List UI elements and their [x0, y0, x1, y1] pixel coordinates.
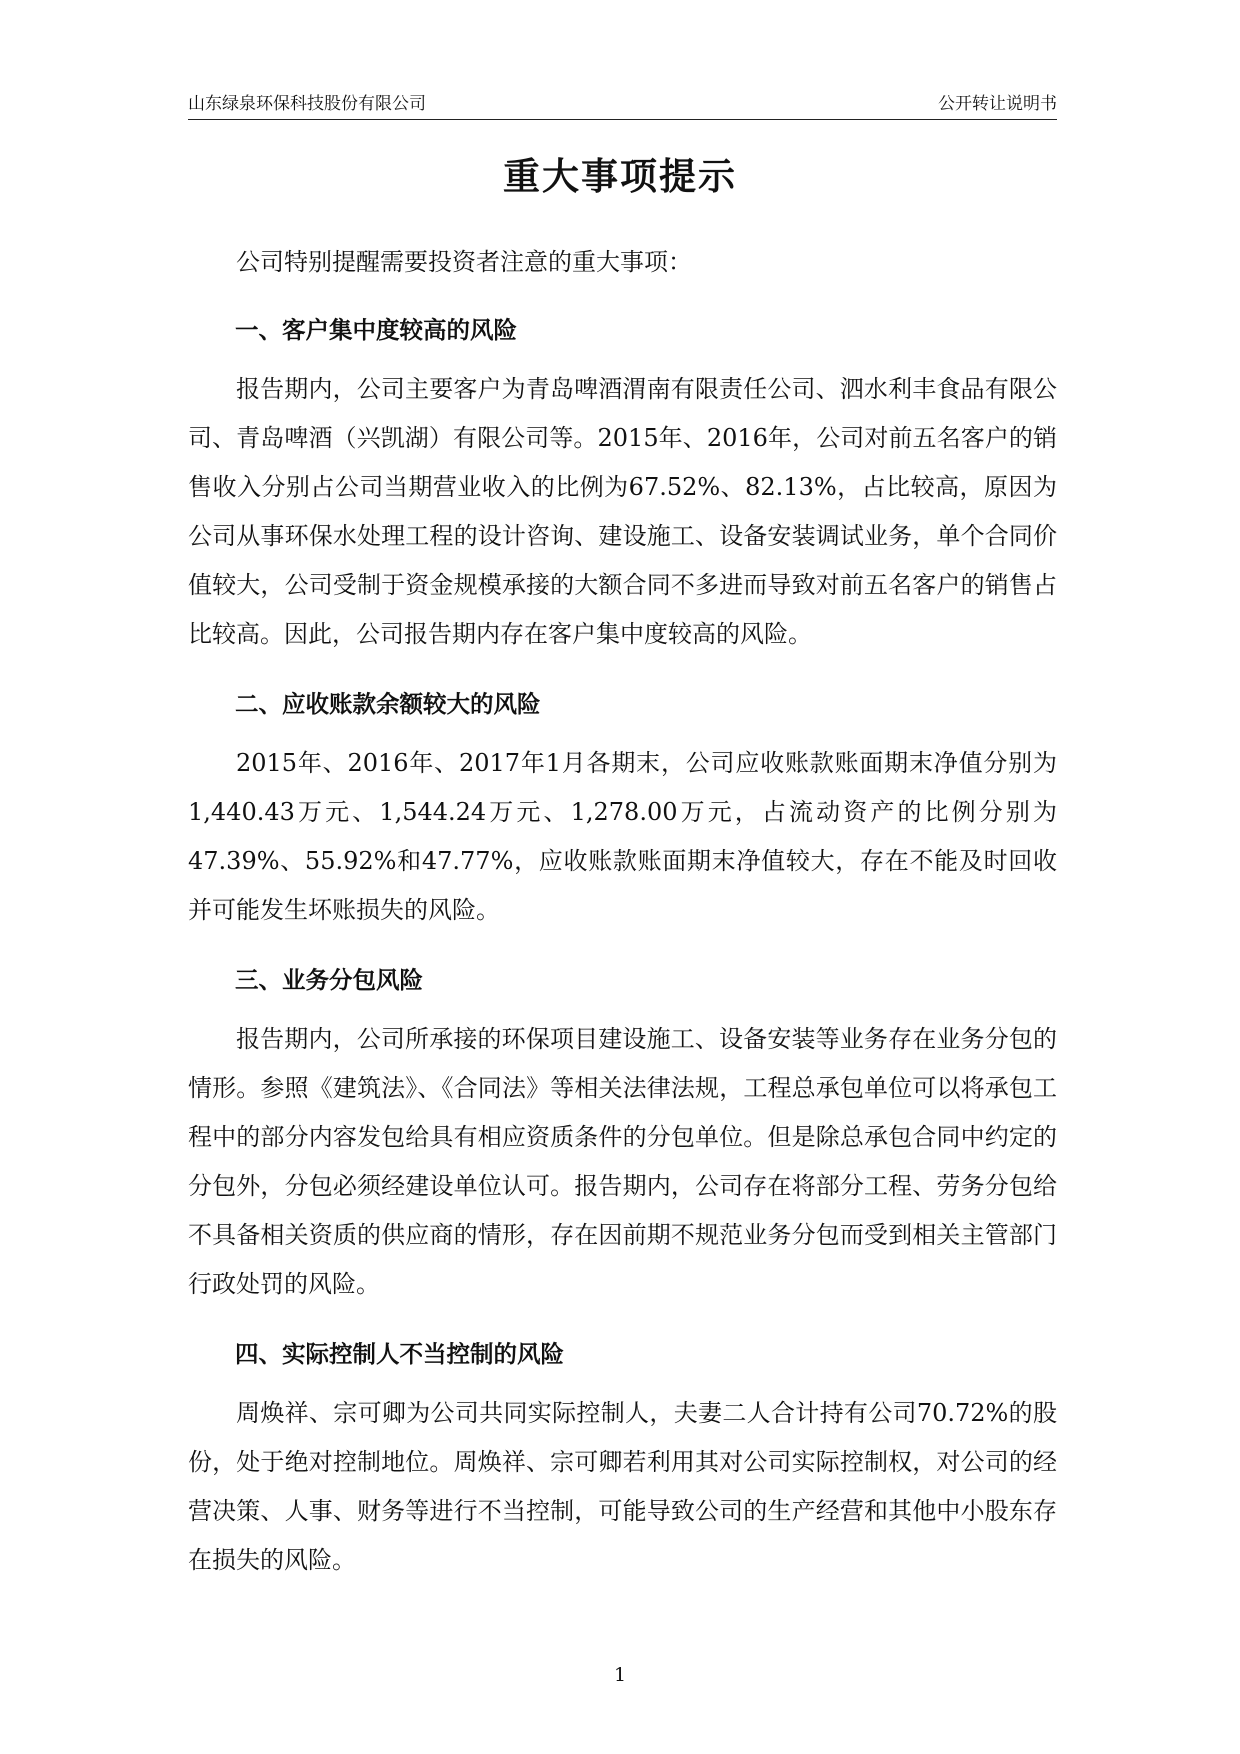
document-title: 重大事项提示: [503, 154, 737, 198]
section-paragraph: 周焕祥、宗可卿为公司共同实际控制人，夫妻二人合计持有公司70.72%的股份，处于绝对控制地位。周焕祥、宗可卿若利用其对公司实际控制权，对公司的经营决策、人事、财务等进行不当控制，可能导致公司的生产经营和其他中小股东存在损失的风险。: [188, 1399, 1057, 1574]
section-heading: 二、应收账款余额较大的风险: [235, 690, 541, 718]
page-header: [188, 86, 1057, 120]
section-heading: 四、实际控制人不当控制的风险: [235, 1340, 564, 1368]
section-receivables: [188, 680, 1057, 935]
section-paragraph: 报告期内，公司所承接的环保项目建设施工、设备安装等业务存在业务分包的情形。参照《建筑法》、《合同法》等相关法律法规，工程总承包单位可以将承包工程中的部分内容发包给具有相应资质条件的分包单位。但是除总承包合同中约定的分包外，分包必须经建设单位认可。报告期内，公司存在将部分工程、劳务分包给不具备相关资质的供应商的情形，存在因前期不规范业务分包而受到相关主管部门行政处罚的风险。: [188, 1025, 1057, 1298]
section-customer-concentration: [188, 306, 1057, 659]
section-heading: 三、业务分包风险: [235, 966, 423, 994]
section-paragraph: 2015年、2016年、2017年1月各期末，公司应收账款账面期末净值分别为1,440.43万元、1,544.24万元、1,278.00万元，占流动资产的比例分别为47.39%、55.92%和47.77%，应收账款账面期末净值较大，存在不能及时回收并可能发生坏账损失的风险。: [188, 749, 1057, 924]
intro-paragraph: 公司特别提醒需要投资者注意的重大事项：: [236, 248, 692, 276]
section-heading: 一、客户集中度较高的风险: [235, 316, 517, 344]
header-document-type: 公开转让说明书: [938, 94, 1057, 114]
main-content: [188, 238, 1057, 1606]
section-controller-risk: [188, 1330, 1057, 1585]
section-subcontracting: [188, 956, 1057, 1309]
header-company-name: 山东绿泉环保科技股份有限公司: [188, 94, 426, 114]
section-paragraph: 报告期内，公司主要客户为青岛啤酒渭南有限责任公司、泗水利丰食品有限公司、青岛啤酒（兴凯湖）有限公司等。2015年、2016年，公司对前五名客户的销售收入分别占公司当期营业收入的比例为67.52%、82.13%，占比较高，原因为公司从事环保水处理工程的设计咨询、建设施工、设备安装调试业务，单个合同价值较大，公司受制于资金规模承接的大额合同不多进而导致对前五名客户的销售占比较高。因此，公司报告期内存在客户集中度较高的风险。: [188, 375, 1057, 648]
page-number: 1: [613, 1664, 627, 1686]
